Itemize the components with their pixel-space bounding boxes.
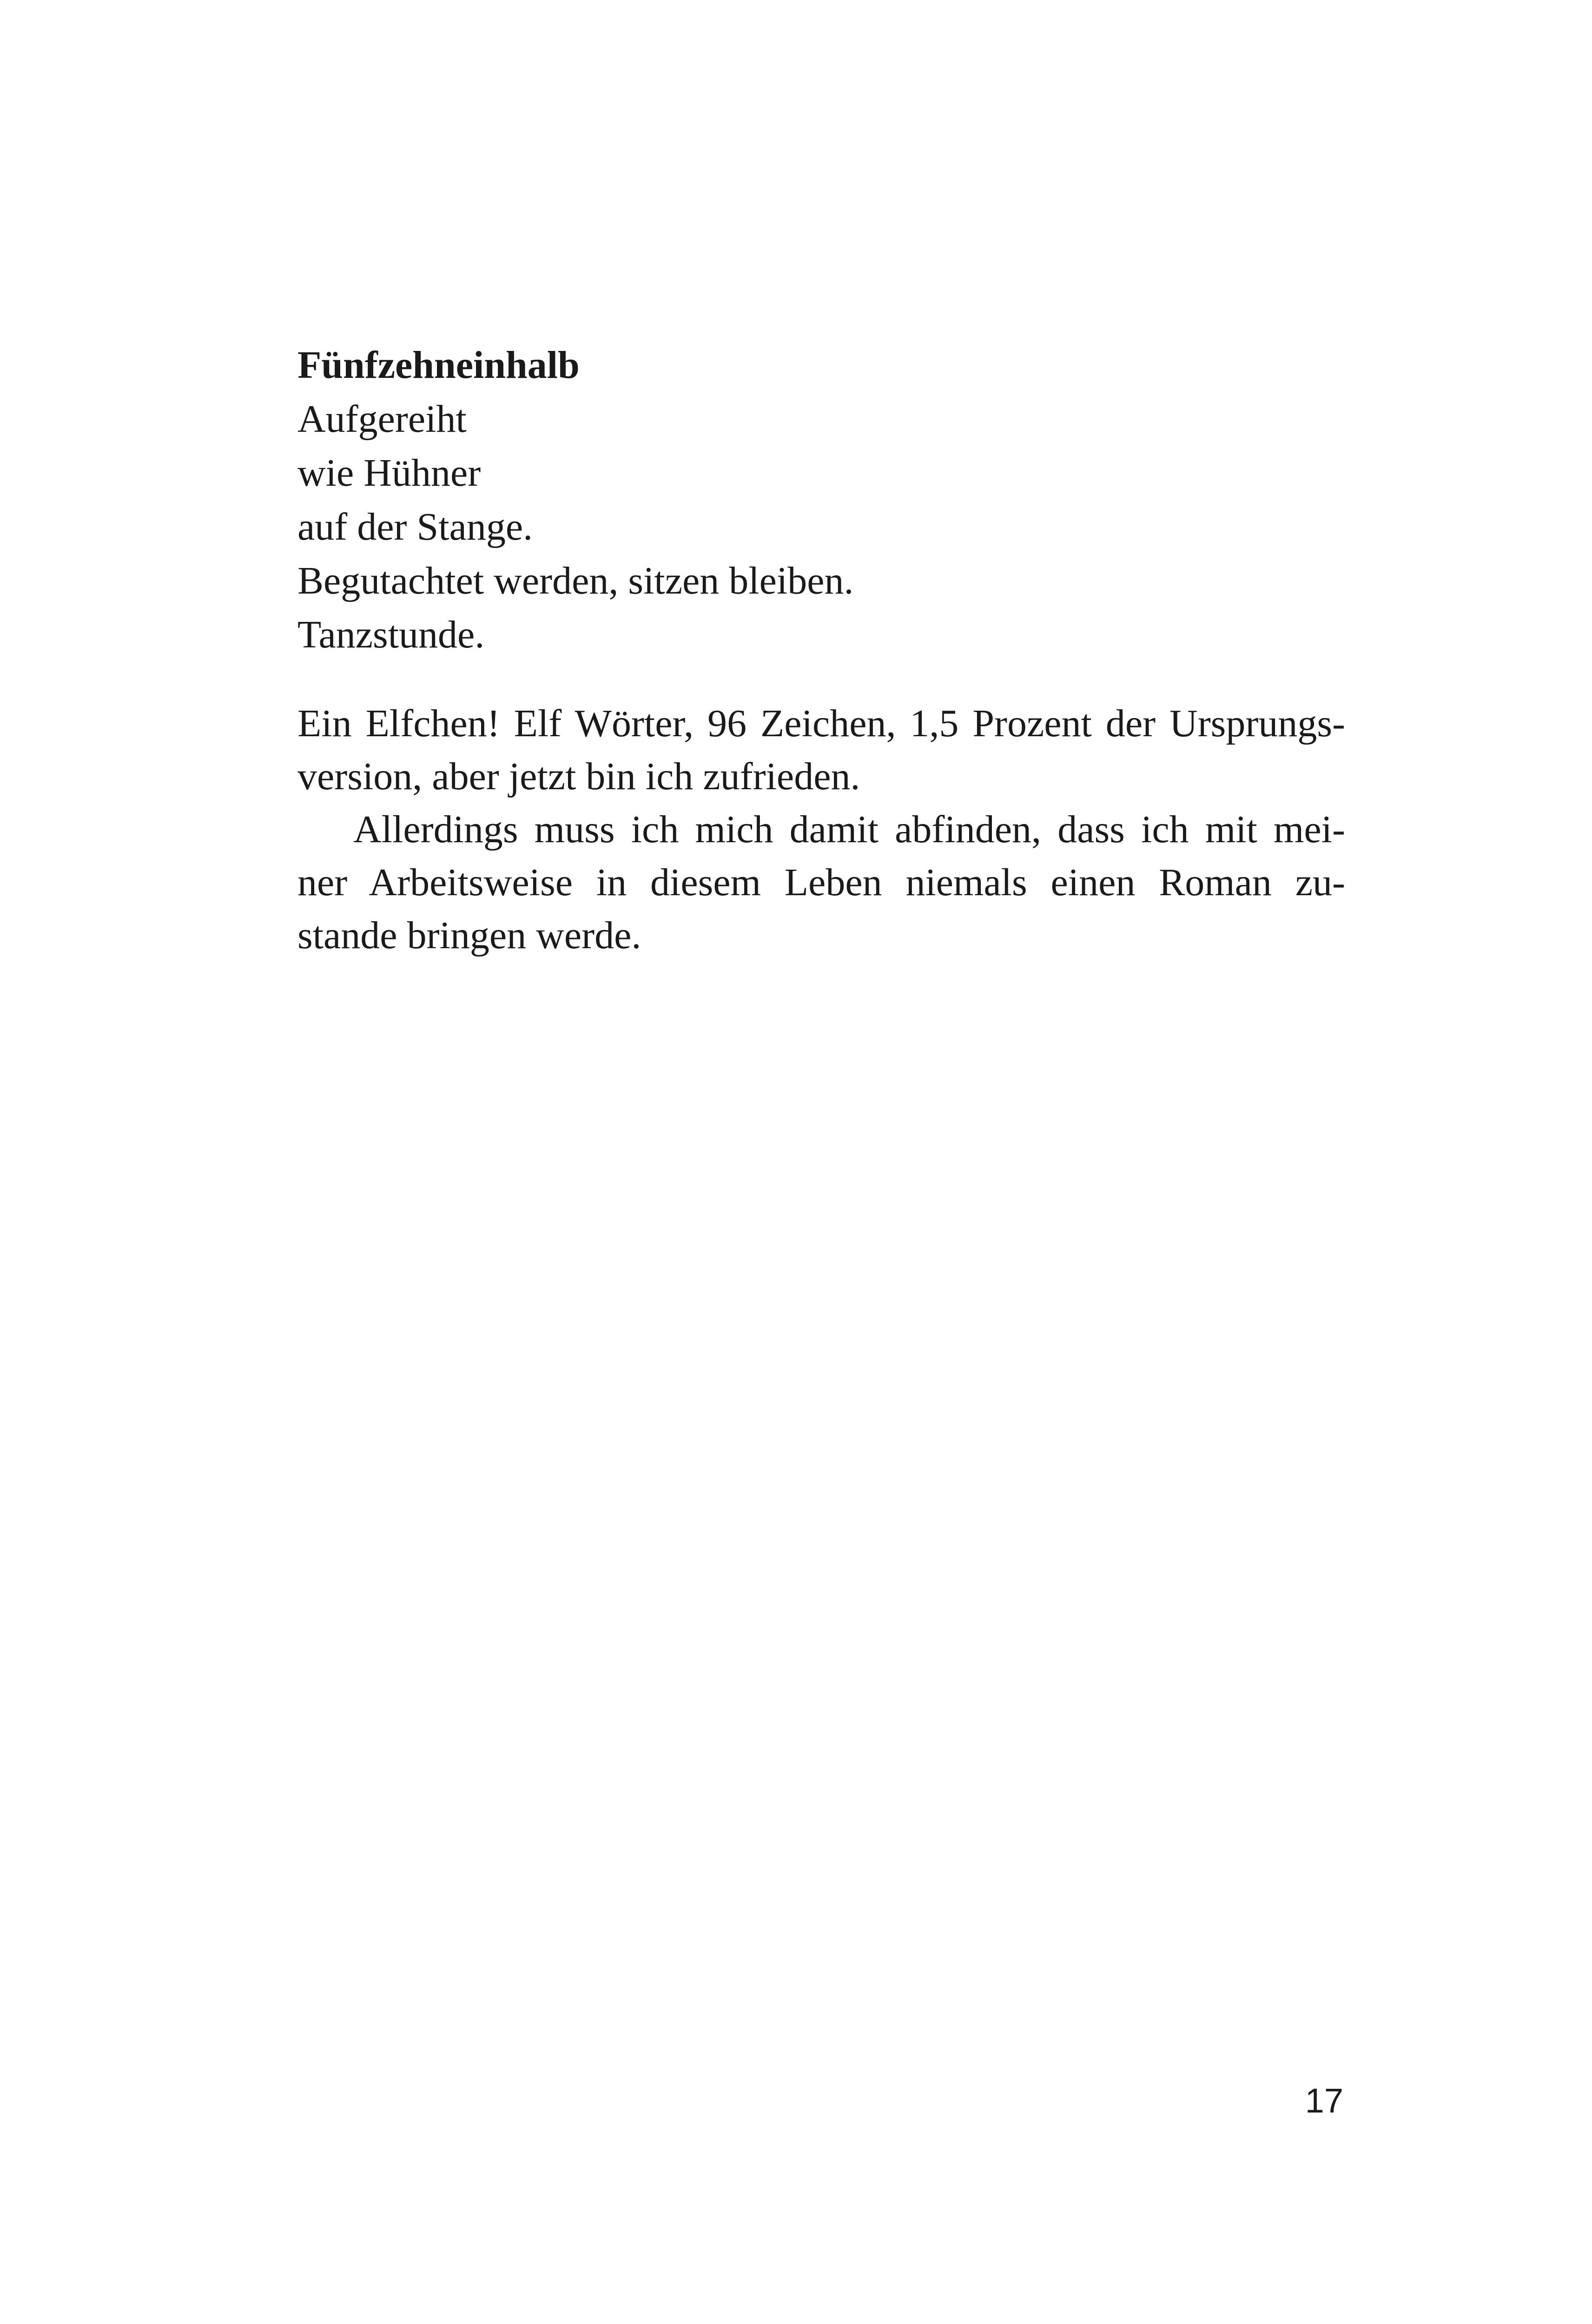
text-line: Ein Elfchen! Elf Wörter, 96 Zeichen, 1,5 Prozent der Ursprungs-	[297, 702, 1345, 745]
poem-line: wie Hühner	[297, 451, 481, 495]
poem-line: Tanzstunde.	[297, 613, 485, 656]
text-line: ner Arbeitsweise in diesem Leben niemals einen Roman zu-	[297, 861, 1345, 904]
poem-line: auf der Stange.	[297, 505, 533, 548]
paragraph-2	[297, 803, 1345, 962]
body-text	[297, 697, 1345, 962]
poem-line: Begutachtet werden, sitzen bleiben.	[297, 559, 854, 602]
page-number: 17	[1305, 2081, 1343, 2120]
poem	[297, 338, 1345, 662]
text-line: version, aber jetzt bin ich zufrieden.	[297, 755, 860, 798]
paragraph-1	[297, 697, 1345, 803]
text-line: stande bringen werde.	[297, 914, 641, 957]
poem-title: Fünfzehneinhalb	[297, 343, 580, 387]
poem-line: Aufgereiht	[297, 397, 467, 441]
text-line: Allerdings muss ich mich damit abfinden, dass ich mit mei-	[353, 808, 1345, 851]
